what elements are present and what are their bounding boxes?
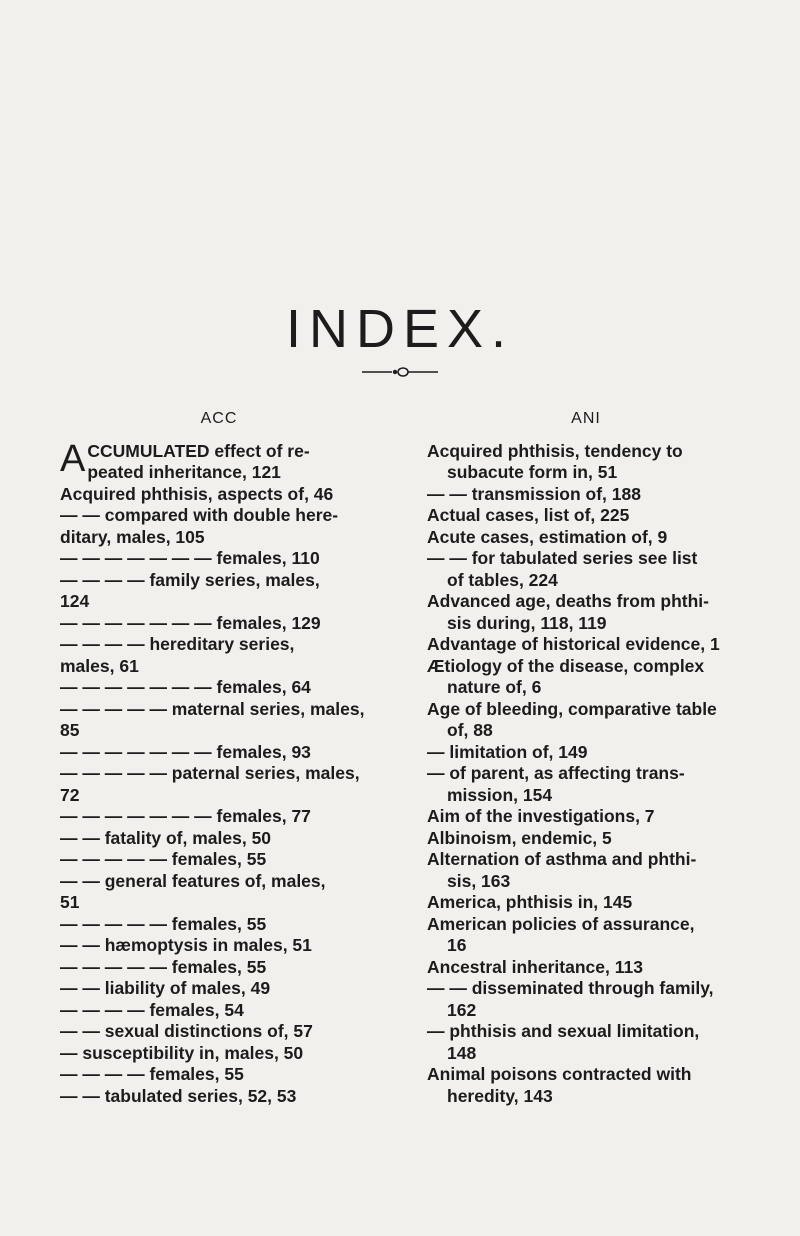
index-entry-text: CCUMULATED effect of re-	[87, 440, 310, 461]
index-line	[427, 505, 745, 527]
index-line	[60, 871, 378, 893]
index-entry-text: males, 61	[60, 655, 139, 676]
index-entry-text: — — disseminated through family,	[427, 978, 714, 998]
index-line	[427, 720, 745, 742]
index-entry-text: 148	[447, 1042, 477, 1063]
index-line	[60, 720, 378, 742]
index-line	[60, 1021, 378, 1043]
index-line	[427, 699, 745, 721]
index-line	[427, 656, 745, 678]
index-line	[60, 1043, 378, 1065]
index-entry-text: — — — — — females, 55	[60, 956, 267, 977]
index-entry-text: Actual cases, list of, 225	[427, 505, 630, 525]
index-line	[427, 548, 745, 570]
index-line	[60, 591, 378, 613]
index-entry-text: Age of bleeding, comparative table	[427, 698, 717, 719]
index-entry-text: Animal poisons contracted with	[427, 1064, 692, 1084]
index-entry-text: 16	[447, 935, 467, 955]
index-line	[427, 634, 745, 656]
index-line	[427, 849, 745, 871]
index-line	[60, 677, 378, 699]
index-entry-text: — of parent, as affecting trans-	[427, 763, 685, 783]
index-line	[60, 548, 378, 570]
index-entry-text: — limitation of, 149	[427, 741, 588, 762]
index-entry-text: — — — — — maternal series, males,	[60, 698, 365, 719]
right-entries	[427, 441, 745, 1108]
index-entry-text: Alternation of asthma and phthi-	[427, 849, 697, 869]
index-entry-text: — susceptibility in, males, 50	[60, 1042, 304, 1063]
index-entry-text: — — — — females, 55	[60, 1064, 244, 1084]
index-line	[427, 957, 745, 979]
index-entry-text: — — transmission of, 188	[427, 483, 641, 504]
index-entry-text: 124	[60, 591, 90, 611]
index-entry-text: Advantage of historical evidence, 1	[427, 634, 720, 654]
index-entry-text: subacute form in, 51	[447, 462, 618, 482]
index-entry-text: — — tabulated series, 52, 53	[60, 1085, 297, 1106]
index-line	[427, 892, 745, 914]
index-line	[60, 935, 378, 957]
index-line	[60, 763, 378, 785]
index-line	[427, 527, 745, 549]
index-entry-text: 85	[60, 720, 80, 740]
index-entry-text: 51	[60, 892, 80, 912]
index-line	[427, 871, 745, 893]
index-line	[60, 699, 378, 721]
index-entry-text: of tables, 224	[447, 569, 558, 590]
column-header-right: ANI	[571, 410, 601, 427]
index-line	[60, 634, 378, 656]
index-entry-text: mission, 154	[447, 784, 553, 805]
page-title: INDEX.	[285, 299, 515, 359]
index-line	[60, 978, 378, 1000]
index-entry-text: — — — — — females, 55	[60, 913, 267, 934]
index-line	[427, 785, 745, 807]
index-entry-text: — — — — — paternal series, males,	[60, 763, 360, 783]
index-line	[427, 677, 745, 699]
index-line	[60, 462, 378, 484]
index-line	[60, 957, 378, 979]
index-line	[60, 505, 378, 527]
index-line	[60, 785, 378, 807]
index-line	[427, 462, 745, 484]
index-entry-text: Aim of the investigations, 7	[427, 806, 655, 826]
index-entry-text: Ætiology of the disease, complex	[427, 655, 705, 676]
index-entry-text: Acquired phthisis, aspects of, 46	[60, 483, 334, 504]
index-entry-text: 72	[60, 784, 80, 805]
index-entry-text: ditary, males, 105	[60, 526, 205, 547]
index-line	[60, 1000, 378, 1022]
index-line	[427, 570, 745, 592]
index-line	[427, 806, 745, 828]
index-entry-text: — — — — — — — females, 93	[60, 741, 311, 762]
index-line	[60, 484, 378, 506]
index-line	[60, 527, 378, 549]
index-line	[427, 978, 745, 1000]
index-line	[427, 914, 745, 936]
index-entry-text: — phthisis and sexual limitation,	[427, 1021, 700, 1041]
index-line	[60, 806, 378, 828]
index-line	[427, 1043, 745, 1065]
index-line	[60, 742, 378, 764]
index-entry-text: — — — — — females, 55	[60, 849, 267, 869]
index-entry-text: Albinoism, endemic, 5	[427, 827, 612, 848]
index-entry-text: — — for tabulated series see list	[427, 548, 698, 568]
index-line	[427, 484, 745, 506]
left-entries	[60, 437, 378, 1108]
index-line	[427, 1064, 745, 1086]
index-line	[60, 613, 378, 635]
index-entry-text: — — — — family series, males,	[60, 569, 320, 590]
index-entry-text: — — sexual distinctions of, 57	[60, 1021, 313, 1041]
index-line	[427, 935, 745, 957]
index-entry-text: Acquired phthisis, tendency to	[427, 440, 683, 461]
index-line	[427, 742, 745, 764]
right-column	[427, 408, 745, 1107]
index-entry-text: nature of, 6	[447, 677, 542, 697]
index-entry-text: — — — — — — — females, 64	[60, 677, 311, 697]
index-line	[60, 570, 378, 592]
index-entry-text: Advanced age, deaths from phthi-	[427, 591, 709, 611]
left-column	[60, 408, 378, 1107]
index-entry-text: — — liability of males, 49	[60, 978, 271, 998]
index-line	[427, 763, 745, 785]
index-line	[60, 914, 378, 936]
index-line	[427, 591, 745, 613]
index-line	[427, 1086, 745, 1108]
index-entry-text: 162	[447, 999, 477, 1020]
index-entry-text: — — — — — — — females, 77	[60, 806, 311, 826]
index-entry-text: peated inheritance, 121	[87, 462, 281, 482]
index-entry-text: of, 88	[447, 720, 493, 740]
index-entry-text: Acute cases, estimation of, 9	[427, 526, 668, 547]
index-line	[60, 656, 378, 678]
index-entry-text: — — — — females, 54	[60, 999, 244, 1020]
index-line	[60, 1086, 378, 1108]
index-entry-text: — — — — hereditary series,	[60, 634, 295, 654]
index-entry-text: sis, 163	[447, 870, 511, 891]
index-entry-text: America, phthisis in, 145	[427, 892, 633, 912]
index-line	[427, 441, 745, 463]
index-line	[60, 828, 378, 850]
index-entry-text: — — general features of, males,	[60, 870, 326, 891]
index-line	[427, 828, 745, 850]
index-entry-text: heredity, 143	[447, 1085, 553, 1106]
ornament-divider	[362, 366, 438, 378]
column-header-left: ACC	[200, 410, 238, 427]
index-entry-text: Ancestral inheritance, 113	[427, 956, 643, 977]
index-entry-text: sis during, 118, 119	[447, 612, 607, 633]
index-line	[427, 1000, 745, 1022]
index-line	[60, 1064, 378, 1086]
index-entry-text: — — compared with double here-	[60, 505, 339, 525]
index-line	[427, 1021, 745, 1043]
drop-cap-letter: A	[60, 437, 86, 480]
index-entry-text: — — hæmoptysis in males, 51	[60, 935, 312, 955]
index-entry-text: — — — — — — — females, 129	[60, 612, 321, 633]
index-line	[60, 849, 378, 871]
index-line	[60, 892, 378, 914]
index-entry-text: American policies of assurance,	[427, 913, 695, 934]
index-entry-text: — — fatality of, males, 50	[60, 827, 272, 848]
index-entry-text: — — — — — — — females, 110	[60, 548, 320, 568]
index-line	[427, 613, 745, 635]
